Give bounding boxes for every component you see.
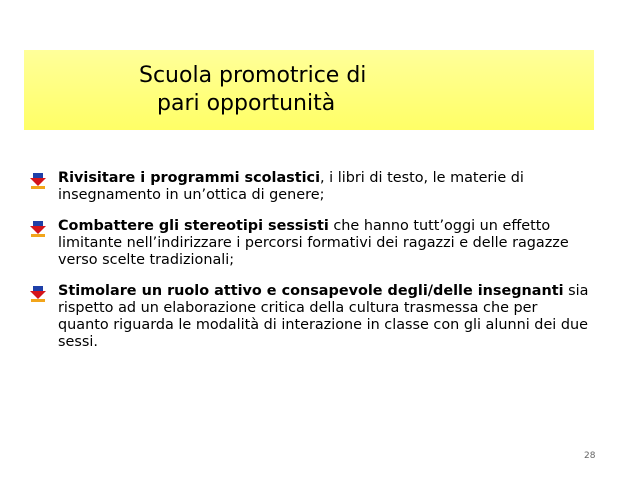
bullet-arrow-icon: [30, 221, 46, 237]
bullet-item: [30, 170, 590, 204]
bullet-text: [58, 283, 590, 351]
bullet-arrow-icon: [30, 286, 46, 302]
bullet-text: [58, 170, 590, 204]
bullet-body: sia rispetto ad un elaborazione critica della cultura trasmessa che per quanto riguarda le modalità di interazione in classe con gli alunni dei due sessi.: [58, 283, 589, 350]
bullet-text: [58, 218, 590, 269]
slide-title-line-1: Scuola promotrice di: [139, 63, 367, 88]
bullet-list: [30, 170, 590, 365]
bullet-body: che hanno tutt’oggi un effetto limitante nell’indirizzare i percorsi formativi dei ragazzi e delle ragazze verso scelte tradizionali;: [58, 218, 569, 268]
bullet-item: [30, 283, 590, 351]
slide-title-line-2: pari opportunità: [157, 91, 336, 116]
slide-title: [139, 62, 479, 118]
bullet-lead: Combattere gli stereotipi sessisti: [58, 218, 329, 234]
bullet-body: , i libri di testo, le materie di insegnamento in un’ottica di genere;: [58, 170, 524, 203]
page-number: 28: [584, 451, 596, 461]
bullet-lead: Stimolare un ruolo attivo e consapevole degli/delle insegnanti: [58, 283, 564, 299]
bullet-lead: Rivisitare i programmi scolastici: [58, 170, 321, 186]
title-band: [24, 50, 594, 130]
bullet-item: [30, 218, 590, 269]
bullet-arrow-icon: [30, 173, 46, 189]
